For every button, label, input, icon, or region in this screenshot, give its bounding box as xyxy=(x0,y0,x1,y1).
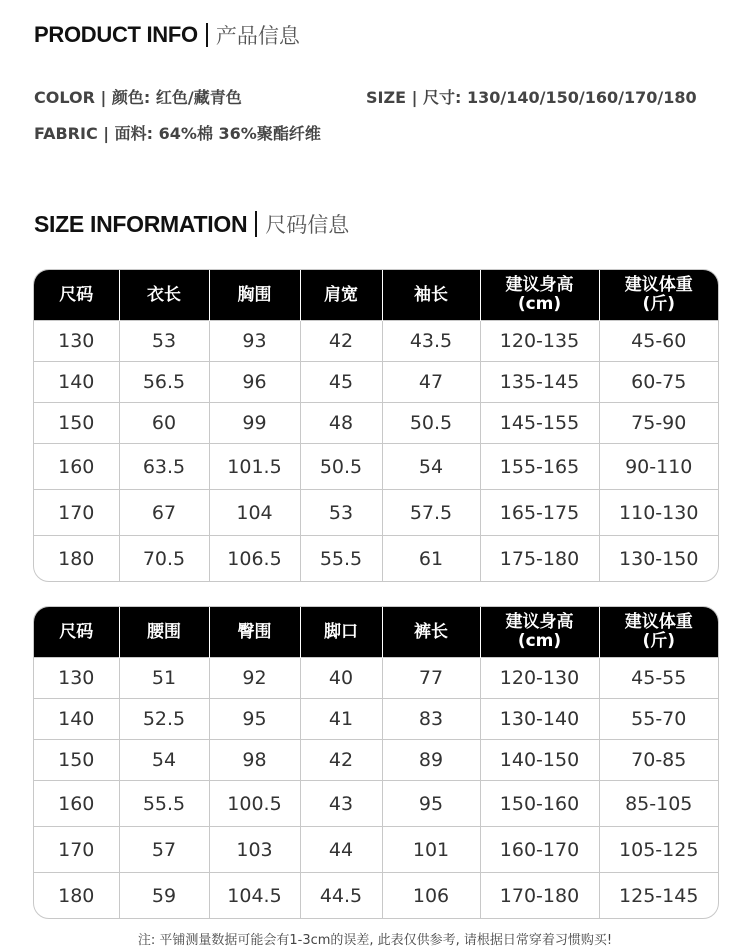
table-cell: 104.5 xyxy=(209,873,300,919)
column-header-label: 建议身高 xyxy=(505,612,574,632)
column-header xyxy=(209,270,300,321)
table-cell: 45 xyxy=(300,362,382,403)
column-header-label: (斤) xyxy=(642,294,676,314)
fabric-label: FABRIC | 面料: xyxy=(34,124,154,143)
table-cell: 47 xyxy=(382,362,480,403)
table-cell: 96 xyxy=(209,362,300,403)
table-cell: 175-180 xyxy=(480,536,599,582)
column-header-label: (cm) xyxy=(517,294,562,314)
table-cell: 180 xyxy=(34,536,119,582)
column-header xyxy=(382,270,480,321)
table-cell: 50.5 xyxy=(382,403,480,444)
table-row xyxy=(34,873,718,919)
column-header xyxy=(209,607,300,658)
table-cell: 60 xyxy=(119,403,209,444)
table-cell: 42 xyxy=(300,321,382,362)
column-header-label: 肩宽 xyxy=(324,284,358,305)
table-cell: 170 xyxy=(34,827,119,873)
table-cell: 43.5 xyxy=(382,321,480,362)
column-header-label: 脚口 xyxy=(324,621,358,642)
table-cell: 135-145 xyxy=(480,362,599,403)
table-cell: 140 xyxy=(34,362,119,403)
table-cell: 150-160 xyxy=(480,781,599,827)
table-cell: 83 xyxy=(382,699,480,740)
table-cell: 130 xyxy=(34,658,119,699)
column-header xyxy=(300,607,382,658)
product-info-title xyxy=(34,20,300,50)
title-divider xyxy=(206,23,208,47)
table-cell: 150 xyxy=(34,403,119,444)
table-cell: 180 xyxy=(34,873,119,919)
table-cell: 170 xyxy=(34,490,119,536)
size-information-title-en: SIZE INFORMATION xyxy=(34,210,248,237)
table-row xyxy=(34,490,718,536)
table-row xyxy=(34,362,718,403)
table-cell: 165-175 xyxy=(480,490,599,536)
table-cell: 52.5 xyxy=(119,699,209,740)
table-cell: 53 xyxy=(119,321,209,362)
table-row xyxy=(34,699,718,740)
table-row xyxy=(34,740,718,781)
table-cell: 70.5 xyxy=(119,536,209,582)
table-cell: 48 xyxy=(300,403,382,444)
table-cell: 89 xyxy=(382,740,480,781)
column-header-label: 臀围 xyxy=(237,621,272,642)
table-cell: 60-75 xyxy=(599,362,718,403)
measurement-note: 注: 平铺测量数据可能会有1-3cm的误差, 此表仅供参考, 请根据日常穿着习惯购买! xyxy=(137,933,613,948)
table-cell: 95 xyxy=(209,699,300,740)
table-cell: 41 xyxy=(300,699,382,740)
table-cell: 59 xyxy=(119,873,209,919)
table-row xyxy=(34,321,718,362)
table-cell: 92 xyxy=(209,658,300,699)
size-info xyxy=(366,85,697,108)
table-cell: 125-145 xyxy=(599,873,718,919)
column-header xyxy=(480,270,599,321)
table-cell: 57.5 xyxy=(382,490,480,536)
fabric-value: 64%棉 36%聚酯纤维 xyxy=(158,124,321,143)
table-cell: 63.5 xyxy=(119,444,209,490)
table-cell: 54 xyxy=(382,444,480,490)
table-cell: 95 xyxy=(382,781,480,827)
fabric-info xyxy=(34,121,321,144)
table-cell: 130-150 xyxy=(599,536,718,582)
table-row xyxy=(34,444,718,490)
table-row xyxy=(34,536,718,582)
table-cell: 55.5 xyxy=(119,781,209,827)
header-row xyxy=(34,607,718,658)
table-cell: 53 xyxy=(300,490,382,536)
top-size-table xyxy=(33,269,719,582)
table-cell: 44.5 xyxy=(300,873,382,919)
table-cell: 145-155 xyxy=(480,403,599,444)
table-cell: 160 xyxy=(34,444,119,490)
column-header xyxy=(599,270,718,321)
table-cell: 140 xyxy=(34,699,119,740)
table-row xyxy=(34,781,718,827)
column-header xyxy=(34,270,119,321)
table-cell: 54 xyxy=(119,740,209,781)
size-information-title xyxy=(34,209,349,239)
color-value: 红色/藏青色 xyxy=(155,88,242,107)
title-divider xyxy=(255,211,257,237)
table-cell: 150 xyxy=(34,740,119,781)
color-info xyxy=(34,85,242,108)
column-header xyxy=(300,270,382,321)
table-cell: 140-150 xyxy=(480,740,599,781)
column-header-label: (斤) xyxy=(642,631,676,651)
table-cell: 170-180 xyxy=(480,873,599,919)
table-cell: 50.5 xyxy=(300,444,382,490)
column-header-label: 衣长 xyxy=(147,284,181,305)
column-header-label: 尺码 xyxy=(59,284,94,305)
table-cell: 106 xyxy=(382,873,480,919)
table-cell: 90-110 xyxy=(599,444,718,490)
table-row xyxy=(34,827,718,873)
table-cell: 44 xyxy=(300,827,382,873)
table-cell: 93 xyxy=(209,321,300,362)
table-cell: 43 xyxy=(300,781,382,827)
table-cell: 130 xyxy=(34,321,119,362)
table-cell: 56.5 xyxy=(119,362,209,403)
product-info-title-cn: 产品信息 xyxy=(215,24,300,48)
column-header-label: 裤长 xyxy=(414,621,448,642)
table-cell: 160 xyxy=(34,781,119,827)
column-header xyxy=(599,607,718,658)
table-cell: 75-90 xyxy=(599,403,718,444)
size-value: 130/140/150/160/170/180 xyxy=(466,88,697,107)
column-header-label: 建议体重 xyxy=(624,275,693,295)
table-cell: 67 xyxy=(119,490,209,536)
table-cell: 55.5 xyxy=(300,536,382,582)
table-cell: 105-125 xyxy=(599,827,718,873)
color-label: COLOR | 颜色: xyxy=(34,88,151,107)
column-header-label: 建议体重 xyxy=(624,612,693,632)
table-cell: 101 xyxy=(382,827,480,873)
table-row xyxy=(34,403,718,444)
table-cell: 106.5 xyxy=(209,536,300,582)
column-header-label: 胸围 xyxy=(237,284,272,305)
product-info-title-en: PRODUCT INFO xyxy=(34,22,198,47)
column-header xyxy=(119,607,209,658)
table-cell: 104 xyxy=(209,490,300,536)
table-cell: 99 xyxy=(209,403,300,444)
table-row xyxy=(34,658,718,699)
table-cell: 42 xyxy=(300,740,382,781)
column-header xyxy=(382,607,480,658)
table-cell: 120-130 xyxy=(480,658,599,699)
size-information-title-cn: 尺码信息 xyxy=(265,213,350,237)
table-cell: 45-60 xyxy=(599,321,718,362)
table-cell: 110-130 xyxy=(599,490,718,536)
table-cell: 103 xyxy=(209,827,300,873)
column-header-label: 建议身高 xyxy=(505,275,574,295)
bottom-size-table xyxy=(33,606,719,919)
size-label: SIZE | 尺寸: xyxy=(366,88,462,107)
table-cell: 100.5 xyxy=(209,781,300,827)
column-header-label: 腰围 xyxy=(147,621,181,642)
column-header xyxy=(480,607,599,658)
column-header-label: (cm) xyxy=(517,631,562,651)
table-cell: 77 xyxy=(382,658,480,699)
table-cell: 57 xyxy=(119,827,209,873)
column-header-label: 袖长 xyxy=(414,284,448,305)
column-header-label: 尺码 xyxy=(59,621,94,642)
table-cell: 130-140 xyxy=(480,699,599,740)
table-cell: 85-105 xyxy=(599,781,718,827)
table-cell: 120-135 xyxy=(480,321,599,362)
table-cell: 45-55 xyxy=(599,658,718,699)
column-header xyxy=(119,270,209,321)
table-cell: 70-85 xyxy=(599,740,718,781)
table-cell: 98 xyxy=(209,740,300,781)
table-cell: 61 xyxy=(382,536,480,582)
column-header xyxy=(34,607,119,658)
table-cell: 101.5 xyxy=(209,444,300,490)
header-row xyxy=(34,270,718,321)
table-cell: 51 xyxy=(119,658,209,699)
table-cell: 40 xyxy=(300,658,382,699)
table-cell: 155-165 xyxy=(480,444,599,490)
table-cell: 55-70 xyxy=(599,699,718,740)
table-cell: 160-170 xyxy=(480,827,599,873)
